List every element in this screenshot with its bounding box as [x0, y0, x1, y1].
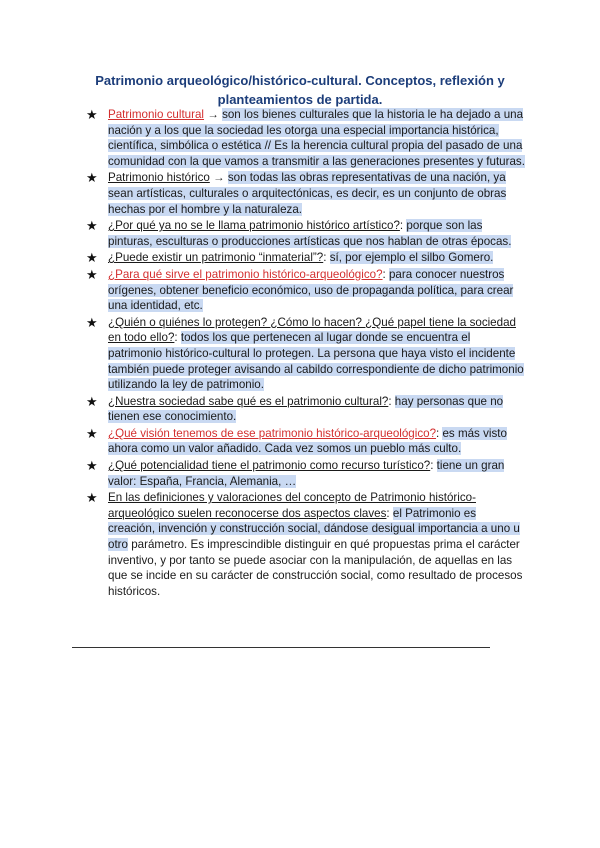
- bullet-text: hay personas que no tienen ese conocimiento.: [108, 394, 504, 424]
- horizontal-divider: [72, 647, 490, 648]
- bullet-separator: :: [174, 331, 181, 345]
- bullet-term: ¿Por qué ya no se le llama patrimonio histórico artístico?: [108, 219, 400, 233]
- list-item: [86, 490, 526, 599]
- bullet-term: ¿Quién o quiénes lo protegen? ¿Cómo lo hacen? ¿Qué papel tiene la sociedad en todo ello?: [108, 315, 516, 345]
- list-item: [86, 267, 526, 314]
- star-bullet-icon: ★: [86, 170, 98, 186]
- bullet-text: son los bienes culturales que la historia le ha dejado a una nación y a los que la sociedad les otorga una especial importancia histórica, científica, simbólica o estética // Es la herencia cultural propia del pasado de una comunidad con la que vamos a transmitir a las generaciones presentes y futuras.: [108, 108, 525, 168]
- bullet-separator: :: [323, 251, 330, 265]
- star-bullet-icon: ★: [86, 458, 98, 474]
- bullet-separator: :: [399, 219, 407, 233]
- bullet-text: porque son las pinturas, esculturas o producciones artísticas que nos hablan de otras épocas.: [108, 219, 512, 248]
- star-bullet-icon: ★: [86, 250, 98, 266]
- bullet-text: son todas las obras representativas de una nación, ya sean artísticas, culturales o arquitectónicas, es decir, es un conjunto de obras hechas por el hombre y la naturaleza.: [108, 171, 507, 216]
- bullet-term: ¿Nuestra sociedad sabe qué es el patrimonio cultural?: [108, 394, 389, 408]
- bullet-list: [86, 107, 526, 600]
- list-item: [86, 170, 526, 217]
- bullet-term: En las definiciones y valoraciones del concepto de Patrimonio histórico-arqueológico suelen reconocerse dos aspectos claves: [108, 491, 476, 520]
- bullet-text: tiene un gran valor: España, Francia, Alemania, …: [108, 459, 505, 488]
- bullet-separator: :: [382, 267, 389, 281]
- document-title: Patrimonio arqueológico/histórico-cultural. Conceptos, reflexión y planteamientos de partida.: [95, 73, 505, 107]
- star-bullet-icon: ★: [86, 218, 98, 234]
- bullet-term: Patrimonio histórico: [108, 171, 210, 185]
- list-item: [86, 315, 526, 393]
- bullet-text: todos los que pertenecen al lugar donde se encuentra el patrimonio histórico-cultural lo protegen. La persona que haya visto el incidente también puede proteger avisando al cabildo correspondiente de dicho patrimonio utilizando la ley de patrimonio.: [108, 331, 524, 392]
- bullet-separator: :: [388, 394, 395, 408]
- bullet-text-rest: parámetro. Es imprescindible distinguir en qué propuestas prima el carácter inventivo, y por tanto se puede asociar con la manipulación, de aquellas en las que se incide en su carácter de construcción social, como resultado de procesos históricos.: [108, 538, 523, 598]
- list-item: [86, 426, 526, 457]
- star-bullet-icon: ★: [86, 314, 98, 330]
- bullet-text: para conocer nuestros orígenes, obtener beneficio económico, uso de propaganda política, para crear una identidad, etc.: [108, 267, 514, 313]
- bullet-text: es más visto ahora como un valor añadido. Cada vez somos un pueblo más culto.: [108, 426, 507, 456]
- bullet-term: ¿Puede existir un patrimonio “inmaterial”?: [108, 251, 324, 265]
- bullet-text: el Patrimonio es creación, invención y construcción social, dándose desigual importancia a uno u otro: [108, 506, 520, 552]
- bullet-term: ¿Qué visión tenemos de ese patrimonio histórico-arqueológico?: [108, 426, 437, 440]
- bullet-term: ¿Para qué sirve el patrimonio histórico-arqueológico?: [108, 267, 383, 281]
- star-bullet-icon: ★: [86, 107, 98, 122]
- bullet-separator: :: [436, 426, 443, 440]
- bullet-term: ¿Qué potencialidad tiene el patrimonio como recurso turístico?: [108, 459, 431, 473]
- bullet-separator: :: [386, 506, 393, 520]
- list-item: [86, 218, 526, 249]
- star-bullet-icon: ★: [86, 266, 98, 282]
- list-item: [86, 107, 526, 169]
- list-item: [86, 394, 526, 425]
- star-bullet-icon: ★: [86, 425, 98, 441]
- bullet-term: Patrimonio cultural: [108, 108, 205, 121]
- bullet-separator: :: [430, 459, 437, 473]
- bullet-text: sí, por ejemplo el silbo Gomero.: [329, 251, 494, 265]
- star-bullet-icon: ★: [86, 393, 98, 409]
- bullet-separator: →: [204, 108, 223, 121]
- list-item: [86, 250, 526, 266]
- list-item: [86, 458, 526, 489]
- bullet-separator: →: [209, 171, 228, 185]
- star-bullet-icon: ★: [86, 490, 98, 506]
